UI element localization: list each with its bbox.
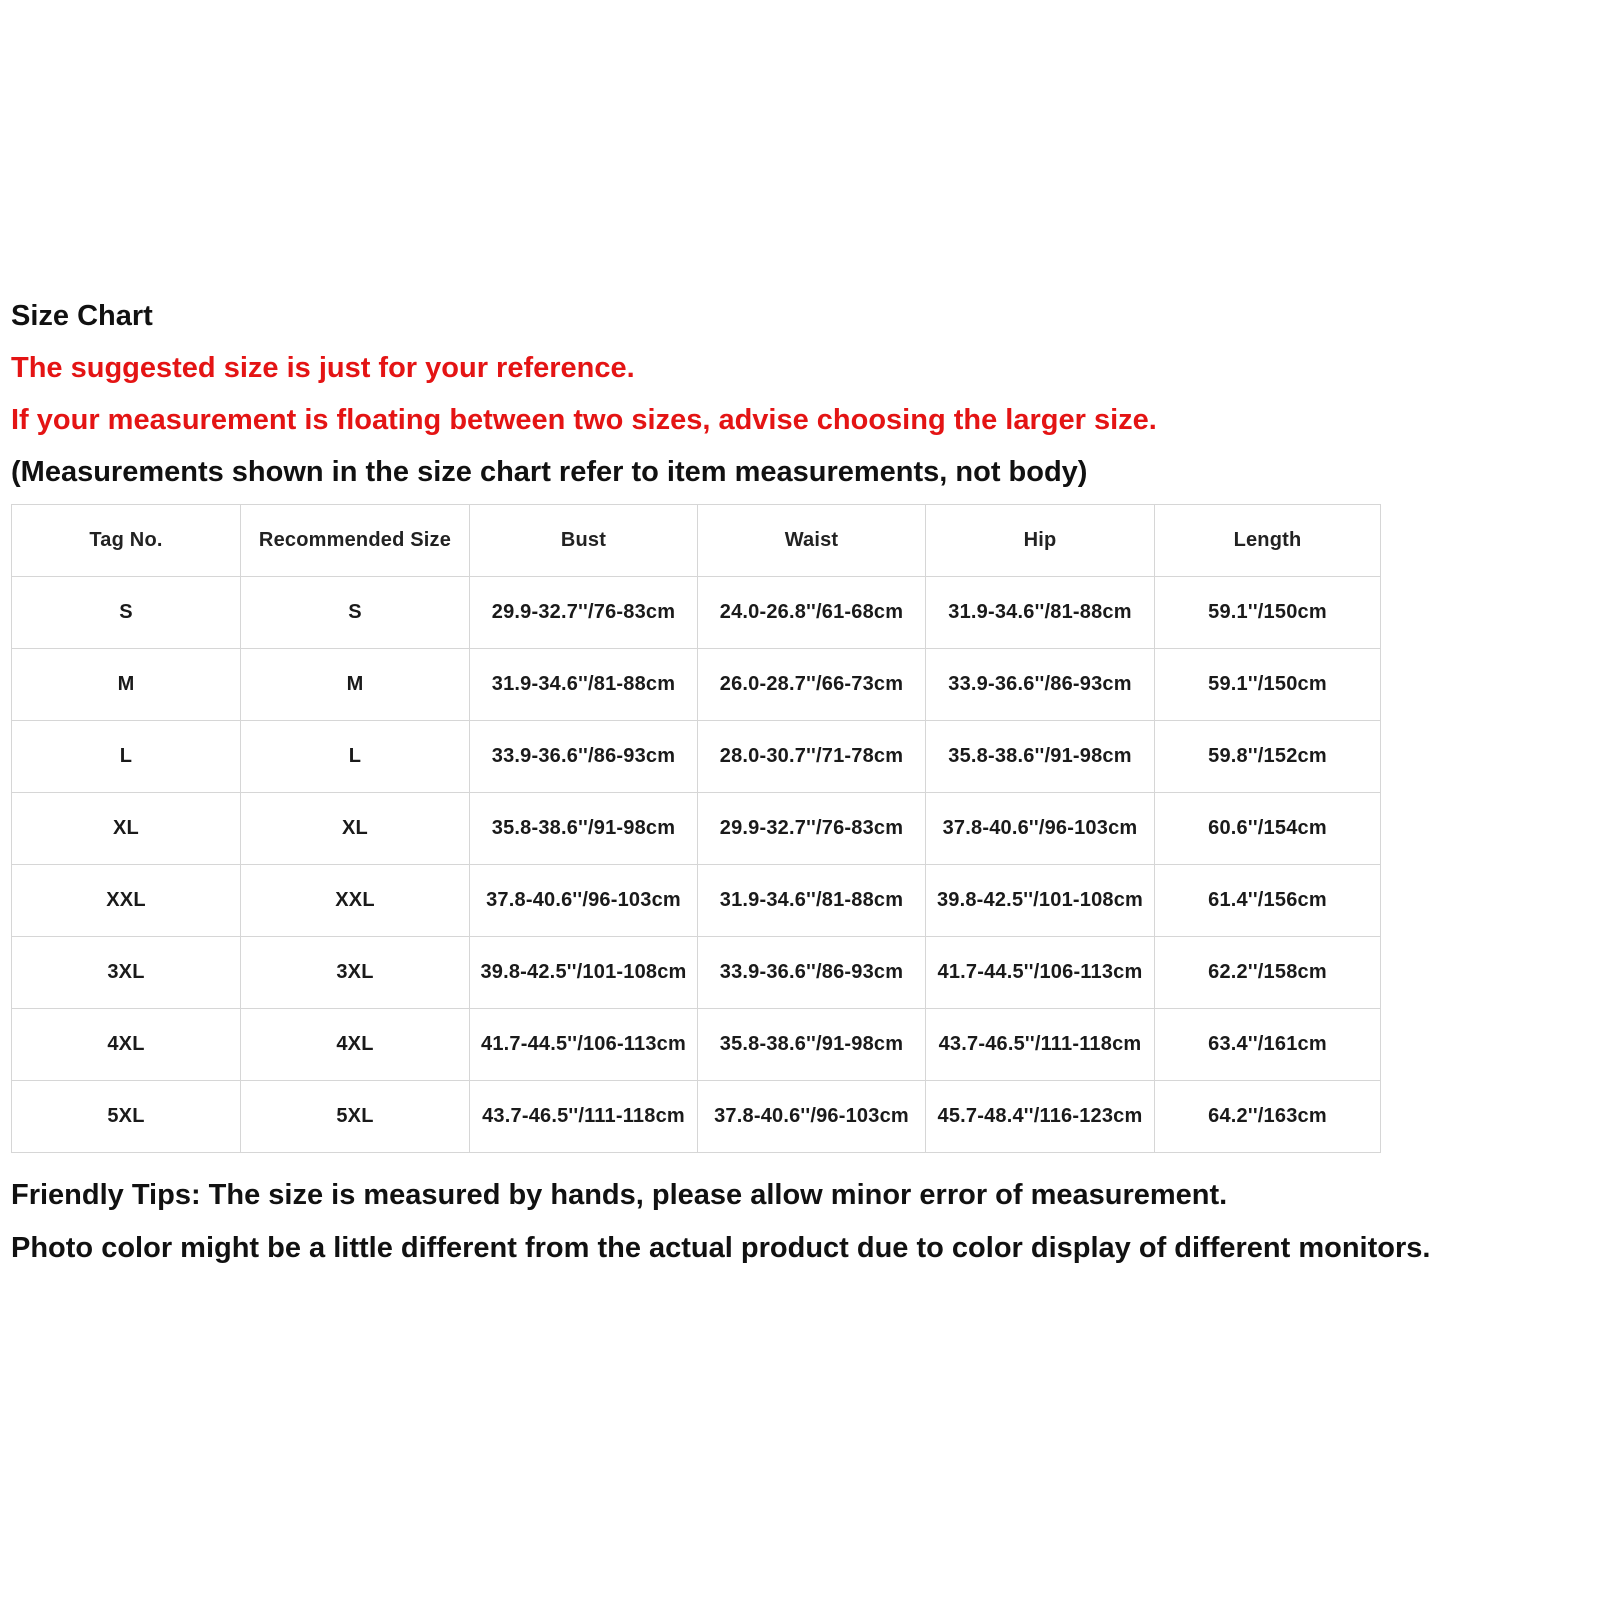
- cell-length: 59.8''/152cm: [1155, 721, 1381, 793]
- table-row: [12, 577, 1381, 649]
- cell-recommended-size: XXL: [241, 865, 470, 937]
- larger-size-advice: If your measurement is floating between two sizes, advise choosing the larger size.: [11, 404, 1157, 436]
- cell-waist: 37.8-40.6''/96-103cm: [698, 1081, 926, 1153]
- cell-length: 59.1''/150cm: [1155, 577, 1381, 649]
- cell-hip: 35.8-38.6''/91-98cm: [926, 721, 1155, 793]
- cell-recommended-size: S: [241, 577, 470, 649]
- cell-length: 59.1''/150cm: [1155, 649, 1381, 721]
- cell-bust: 31.9-34.6''/81-88cm: [470, 649, 698, 721]
- header-hip: Hip: [926, 505, 1155, 577]
- table-row: [12, 937, 1381, 1009]
- cell-bust: 39.8-42.5''/101-108cm: [470, 937, 698, 1009]
- cell-tag-no: L: [12, 721, 241, 793]
- cell-hip: 37.8-40.6''/96-103cm: [926, 793, 1155, 865]
- cell-tag-no: 5XL: [12, 1081, 241, 1153]
- cell-tag-no: XXL: [12, 865, 241, 937]
- cell-bust: 29.9-32.7''/76-83cm: [470, 577, 698, 649]
- friendly-tip: Friendly Tips: The size is measured by hands, please allow minor error of measurement.: [11, 1179, 1228, 1211]
- cell-bust: 35.8-38.6''/91-98cm: [470, 793, 698, 865]
- cell-recommended-size: L: [241, 721, 470, 793]
- cell-recommended-size: 5XL: [241, 1081, 470, 1153]
- cell-length: 60.6''/154cm: [1155, 793, 1381, 865]
- table-row: [12, 793, 1381, 865]
- cell-waist: 29.9-32.7''/76-83cm: [698, 793, 926, 865]
- cell-hip: 41.7-44.5''/106-113cm: [926, 937, 1155, 1009]
- header-bust: Bust: [470, 505, 698, 577]
- cell-recommended-size: 3XL: [241, 937, 470, 1009]
- cell-waist: 26.0-28.7''/66-73cm: [698, 649, 926, 721]
- table-header-row: [12, 505, 1381, 577]
- cell-waist: 24.0-26.8''/61-68cm: [698, 577, 926, 649]
- cell-bust: 37.8-40.6''/96-103cm: [470, 865, 698, 937]
- table-row: [12, 1081, 1381, 1153]
- header-length: Length: [1155, 505, 1381, 577]
- header-waist: Waist: [698, 505, 926, 577]
- table-row: [12, 1009, 1381, 1081]
- cell-waist: 35.8-38.6''/91-98cm: [698, 1009, 926, 1081]
- reference-note: The suggested size is just for your reference.: [11, 352, 635, 384]
- cell-recommended-size: XL: [241, 793, 470, 865]
- page-title: Size Chart: [11, 300, 153, 332]
- tips-section: [11, 1175, 1591, 1281]
- cell-hip: 31.9-34.6''/81-88cm: [926, 577, 1155, 649]
- measurement-disclaimer: (Measurements shown in the size chart refer to item measurements, not body): [11, 456, 1088, 488]
- table-row: [12, 649, 1381, 721]
- cell-length: 64.2''/163cm: [1155, 1081, 1381, 1153]
- cell-hip: 39.8-42.5''/101-108cm: [926, 865, 1155, 937]
- cell-bust: 43.7-46.5''/111-118cm: [470, 1081, 698, 1153]
- cell-tag-no: S: [12, 577, 241, 649]
- cell-bust: 33.9-36.6''/86-93cm: [470, 721, 698, 793]
- cell-length: 63.4''/161cm: [1155, 1009, 1381, 1081]
- cell-hip: 43.7-46.5''/111-118cm: [926, 1009, 1155, 1081]
- size-chart-section: [11, 296, 1591, 1281]
- cell-tag-no: M: [12, 649, 241, 721]
- cell-tag-no: 3XL: [12, 937, 241, 1009]
- cell-recommended-size: M: [241, 649, 470, 721]
- size-table: [11, 504, 1381, 1153]
- table-row: [12, 865, 1381, 937]
- cell-bust: 41.7-44.5''/106-113cm: [470, 1009, 698, 1081]
- cell-recommended-size: 4XL: [241, 1009, 470, 1081]
- header-recommended-size: Recommended Size: [241, 505, 470, 577]
- header-tag-no: Tag No.: [12, 505, 241, 577]
- cell-tag-no: XL: [12, 793, 241, 865]
- cell-waist: 31.9-34.6''/81-88cm: [698, 865, 926, 937]
- cell-length: 61.4''/156cm: [1155, 865, 1381, 937]
- table-row: [12, 721, 1381, 793]
- photo-color-tip: Photo color might be a little different from the actual product due to color display of different monitors.: [11, 1232, 1431, 1264]
- cell-hip: 45.7-48.4''/116-123cm: [926, 1081, 1155, 1153]
- cell-length: 62.2''/158cm: [1155, 937, 1381, 1009]
- cell-hip: 33.9-36.6''/86-93cm: [926, 649, 1155, 721]
- cell-waist: 28.0-30.7''/71-78cm: [698, 721, 926, 793]
- cell-tag-no: 4XL: [12, 1009, 241, 1081]
- cell-waist: 33.9-36.6''/86-93cm: [698, 937, 926, 1009]
